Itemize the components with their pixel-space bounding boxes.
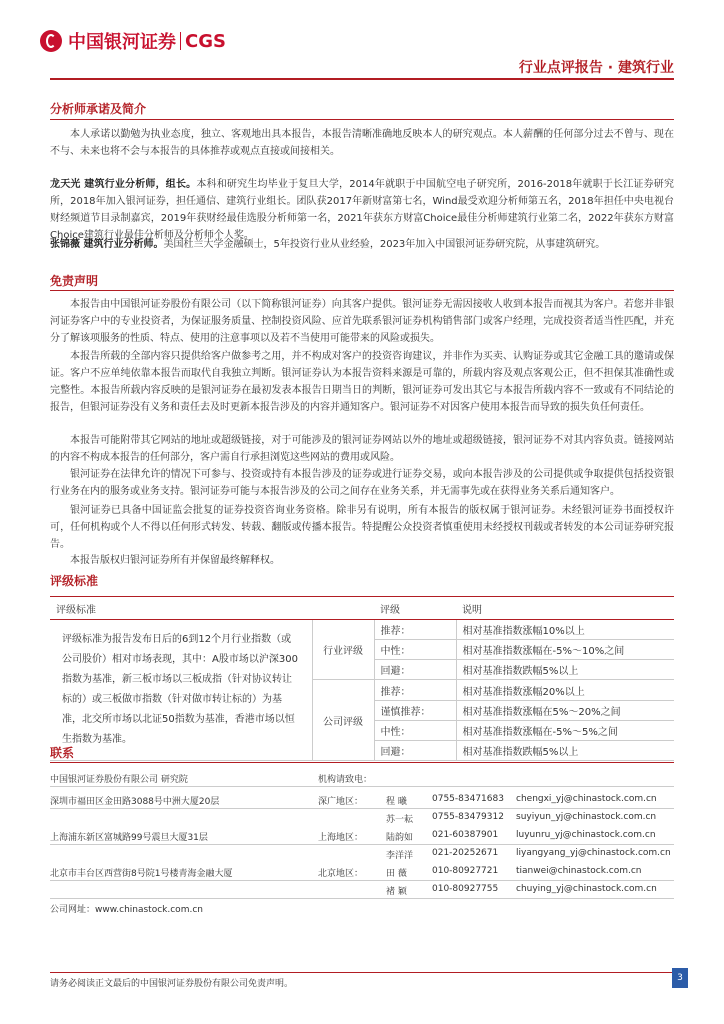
contact-email[interactable]: suyiyun_yj@chinastock.com.cn — [516, 812, 657, 822]
research-institute-name: 中国银河证券股份有限公司 研究院 — [50, 775, 188, 785]
contact-row — [50, 864, 674, 881]
analyst-section-title: 分析师承诺及简介 — [50, 102, 147, 116]
contact-region: 北京地区： — [318, 869, 364, 879]
rating-table — [50, 596, 674, 761]
galaxy-logo-icon — [40, 30, 62, 52]
contact-section-divider — [50, 762, 674, 763]
rating-grade: 中性： — [374, 640, 456, 660]
rating-desc: 相对基准指数跌幅5%以上 — [456, 741, 674, 761]
disclaimer-paragraph-4: 银河证券在法律允许的情况下可参与、投资或持有本报告涉及的证券或进行证券交易，或向本报告涉及的公司提供或争取提供包括投资银行业务在内的服务或业务支持。银河证券可能与本报告涉及的公司之间存在业务关系，并无需事先或在获得业务关系后通知客户。 — [50, 469, 674, 497]
office-address: 上海浦东新区富城路99号震旦大厦31层 — [50, 833, 208, 843]
contact-name: 苏一耘 — [386, 815, 414, 825]
contact-email[interactable]: liyangyang_yj@chinastock.com.cn — [516, 848, 671, 858]
analyst-section-divider — [50, 119, 674, 120]
contact-name: 田 薇 — [386, 869, 407, 879]
contact-section-title: 联系 — [50, 746, 75, 760]
contact-name: 李洋洋 — [386, 851, 414, 861]
contact-phone: 0755-83471683 — [432, 794, 504, 804]
contact-phone: 0755-83479312 — [432, 812, 504, 822]
logo-english-name: CGS — [185, 30, 226, 52]
rating-table-header — [50, 597, 674, 620]
institution-call-label: 机构请致电： — [318, 775, 373, 785]
header-divider — [50, 78, 674, 80]
logo-chinese-name: 中国银河证券 — [68, 32, 176, 53]
rating-section-title: 评级标准 — [50, 574, 99, 588]
disclaimer-paragraph-1: 本报告由中国银河证券股份有限公司（以下简称银河证券）向其客户提供。银河证券无需因接收人收到本报告而视其为客户。若您并非银河证券客户中的专业投资者，为保证服务质量、控制投资风险、应首先联系银河证券机构销售部门或客户经理，完成投资者适当性匹配，并充分了解该项服务的性质、特点、使用的注意事项以及若不当使用可能带来的风险或损失。 — [50, 299, 674, 344]
contact-email[interactable]: chuying_yj@chinastock.com.cn — [516, 884, 657, 894]
contact-phone: 010-80927755 — [432, 884, 499, 894]
rating-desc: 相对基准指数跌幅5%以上 — [456, 660, 674, 680]
rating-grade: 回避： — [374, 660, 456, 680]
rating-header-grade: 评级 — [374, 597, 456, 620]
contact-row — [50, 792, 674, 809]
contact-phone: 010-80927721 — [432, 866, 499, 876]
office-address: 北京市丰台区西营街8号院1号楼青海金融大厦 — [50, 869, 233, 879]
rating-grade: 谨慎推荐： — [374, 701, 456, 721]
footer-disclaimer-note: 请务必阅读正文最后的中国银河证券股份有限公司免责声明。 — [50, 979, 294, 989]
contact-row — [50, 846, 674, 863]
analyst-bio-2 — [50, 236, 674, 253]
disclaimer-paragraph-6: 本报告版权归银河证券所有并保留最终解释权。 — [70, 555, 280, 566]
analyst-2-text: 美国杜兰大学金融硕士，5年投资行业从业经验，2023年加入中国银河证券研究院，从事建筑研究。 — [163, 239, 606, 250]
logo-divider — [180, 32, 181, 50]
contact-row — [50, 828, 674, 845]
contact-region: 上海地区： — [318, 833, 364, 843]
contact-email[interactable]: tianwei@chinastock.com.cn — [516, 866, 642, 876]
office-address: 深圳市福田区金田路3088号中洲大厦20层 — [50, 797, 220, 807]
page-header — [0, 0, 724, 80]
contact-email[interactable]: luyunru_yj@chinastock.com.cn — [516, 830, 656, 840]
table-row — [50, 620, 674, 640]
contact-name: 程 曦 — [386, 797, 407, 807]
analyst-commitment: 本人承诺以勤勉为执业态度，独立、客观地出具本报告，本报告清晰准确地反映本人的研究观点。本人薪酬的任何部分过去不曾与、现在不与、未来也将不会与本报告的具体推荐或观点直接或间接相关。 — [50, 129, 674, 157]
rating-standard-description: 评级标准为报告发布日后的6到12个月行业指数（或公司股价）相对市场表现，其中：A股市场以沪深300指数为基准，新三板市场以三板成指（针对协议转让标的）或三板做市指数（针对做市转让标的）为基准，北交所市场以北证50指数为基准，香港市场以恒生指数为基准。 — [50, 620, 312, 761]
rating-grade: 回避： — [374, 741, 456, 761]
contact-row — [50, 882, 674, 899]
contact-website-row — [50, 900, 674, 917]
contact-header-row — [50, 770, 674, 787]
contact-name: 陆韵如 — [386, 833, 414, 843]
disclaimer-paragraph-3: 本报告可能附带其它网站的地址或超级链接，对于可能涉及的银河证券网站以外的地址或超级链接，银河证券不对其内容负责。链接网站的内容不构成本报告的任何部分，客户需自行承担浏览这些网站的费用或风险。 — [50, 435, 674, 463]
rating-desc: 相对基准指数涨幅20%以上 — [456, 680, 674, 701]
rating-header-desc: 说明 — [456, 597, 674, 620]
rating-header-blank — [312, 597, 374, 620]
disclaimer-paragraph-5: 银河证券已具备中国证监会批复的证券投资咨询业务资格。除非另有说明，所有本报告的版权属于银河证券。未经银河证券书面授权许可，任何机构或个人不得以任何形式转发、转载、翻版或传播本报告。特提醒公众投资者慎重使用未经授权刊载或者转发的本公司证券研究报告。 — [50, 505, 674, 550]
contact-phone: 021-20252671 — [432, 848, 499, 858]
company-website-link[interactable]: 公司网址：www.chinastock.com.cn — [50, 905, 203, 915]
contact-name: 褚 颖 — [386, 887, 407, 897]
rating-grade: 推荐： — [374, 680, 456, 701]
report-type-label: 行业点评报告 · 建筑行业 — [518, 60, 674, 76]
analyst-2-name: 张锦薇 建筑行业分析师。 — [50, 239, 164, 250]
company-rating-label: 公司评级 — [312, 680, 374, 761]
contact-row — [50, 810, 674, 827]
page-number: 3 — [672, 968, 688, 988]
analyst-1-text: 本科和研究生均毕业于复旦大学，2014年就职于中国航空电子研究所，2016-2018年就职于长江证券研究所，2018年加入银河证券，担任通信、建筑行业组长。团队获2017年新财富第七名，Wind最受欢迎分析师第五名，2018年担任中央电视台财经频道节目录制嘉宾，2019年获财经最佳选股分析师第一名，2021年获东方财富Choice最佳分析师建筑行业第二名，2022年获东方财富Choice建筑行业最佳分析师及分析师个人奖。 — [50, 179, 674, 241]
analyst-1-name: 龙天光 建筑行业分析师，组长。 — [50, 179, 197, 190]
disclaimer-section-title: 免责声明 — [50, 274, 99, 288]
rating-desc: 相对基准指数涨幅在5%～20%之间 — [456, 701, 674, 721]
disclaimer-paragraph-2: 本报告所载的全部内容只提供给客户做参考之用，并不构成对客户的投资咨询建议，并非作为买卖、认购证券或其它金融工具的邀请或保证。客户不应单纯依靠本报告而取代自我独立判断。银河证券认为本报告资料来源是可靠的，所载内容及观点客观公正，但不担保其准确性或完整性。本报告所载内容反映的是银河证券在最初发表本报告日期当日的判断，银河证券可发出其它与本报告所载内容不一致或有不同结论的报告，但银河证券没有义务和责任去及时更新本报告涉及的内容并通知客户。银河证券不对因客户使用本报告而导致的损失负任何责任。 — [50, 351, 674, 413]
rating-grade: 推荐： — [374, 620, 456, 640]
rating-header-standard: 评级标准 — [50, 597, 312, 620]
rating-desc: 相对基准指数涨幅在-5%～10%之间 — [456, 640, 674, 660]
industry-rating-label: 行业评级 — [312, 620, 374, 680]
footer-divider — [50, 972, 674, 973]
analyst-bio-1 — [50, 176, 674, 244]
brand-logo — [40, 28, 226, 54]
rating-grade: 中性： — [374, 721, 456, 741]
contact-phone: 021-60387901 — [432, 830, 499, 840]
contact-region: 深广地区： — [318, 797, 364, 807]
contact-email[interactable]: chengxi_yj@chinastock.com.cn — [516, 794, 657, 804]
rating-desc: 相对基准指数涨幅10%以上 — [456, 620, 674, 640]
disclaimer-section-divider — [50, 290, 674, 291]
rating-desc: 相对基准指数涨幅在-5%～5%之间 — [456, 721, 674, 741]
